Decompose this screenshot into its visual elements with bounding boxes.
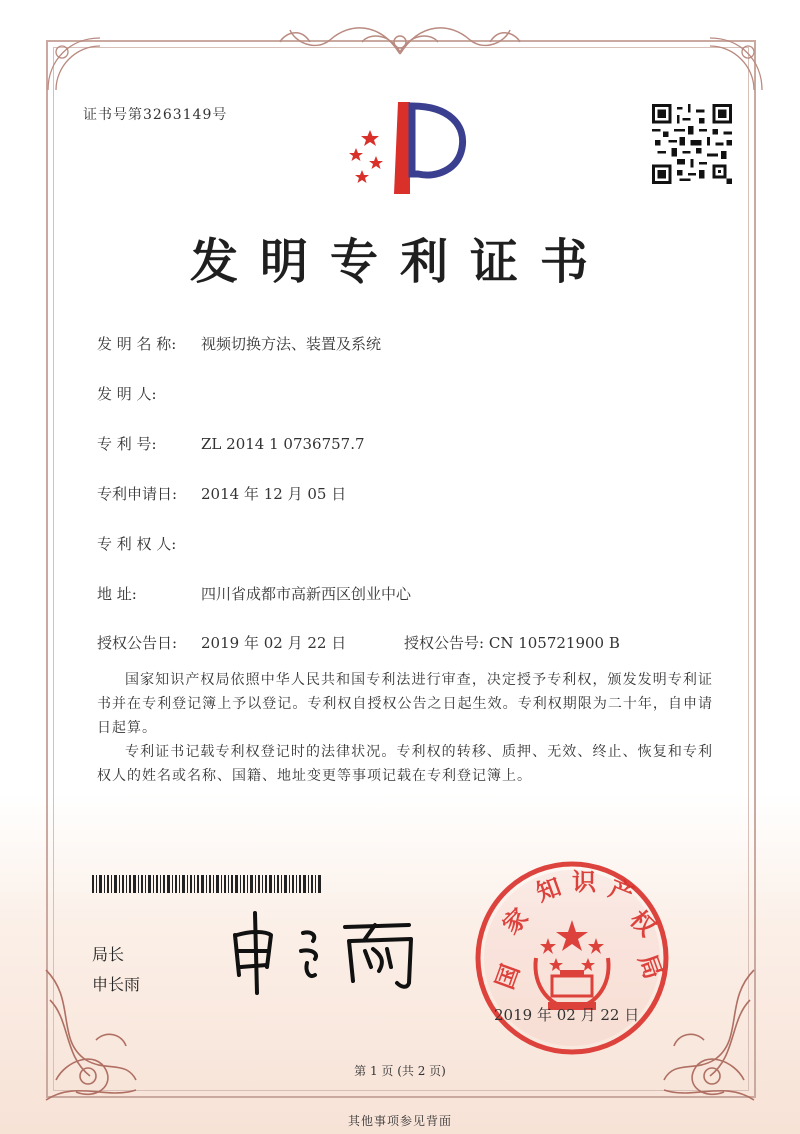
field-value: 2019 年 02 月 22 日 xyxy=(201,634,347,652)
field-value: 四川省成都市高新西区创业中心 xyxy=(201,585,412,603)
patent-number-row xyxy=(97,433,365,454)
inventor-row xyxy=(97,383,201,404)
field-label: 专利申请日: xyxy=(97,485,178,503)
field-label: 授权公告号: xyxy=(404,634,485,652)
svg-text:识: 识 xyxy=(572,868,596,896)
svg-text:局: 局 xyxy=(632,950,668,983)
qr-code-icon xyxy=(652,104,732,184)
certificate-number: 证书号第3263149号 xyxy=(83,107,228,123)
address-row xyxy=(97,583,411,604)
field-value: 2014 年 12 月 05 日 xyxy=(201,485,347,503)
field-label: 专 利 号: xyxy=(97,435,157,453)
field-value: CN 105721900 B xyxy=(488,634,620,652)
footer-note: 其他事项参见背面 xyxy=(347,1114,452,1128)
body-paragraph: 专利证书记载专利权登记时的法律状况。专利权的转移、质押、无效、终止、恢复和专利权人的姓名或名称、国籍、地址变更等事项记载在专利登记簿上。 xyxy=(97,744,713,784)
svg-text:家: 家 xyxy=(497,903,534,940)
svg-text:知: 知 xyxy=(532,872,565,908)
director-name: 申长雨 xyxy=(92,975,141,994)
patentee-row xyxy=(97,533,201,554)
director-title: 局长 xyxy=(92,945,125,964)
field-label: 专 利 权 人: xyxy=(97,535,177,553)
grant-date-row xyxy=(97,632,346,653)
handwritten-signature xyxy=(225,905,435,995)
patent-logo-icon xyxy=(340,98,470,198)
corner-ornament-icon xyxy=(700,30,770,100)
field-value: ZL 2014 1 0736757.7 xyxy=(201,435,365,453)
top-ornament-icon xyxy=(270,12,530,62)
page-number: 第 1 页 (共 2 页) xyxy=(354,1064,446,1078)
grant-number-row xyxy=(404,632,620,653)
svg-text:国: 国 xyxy=(490,960,526,993)
field-value: 视频切换方法、装置及系统 xyxy=(201,335,382,353)
field-label: 发 明 名 称: xyxy=(97,335,177,353)
certificate-title: 发明专利证书 xyxy=(189,234,610,290)
body-paragraph: 国家知识产权局依照中华人民共和国专利法进行审查，决定授予专利权，颁发发明专利证书并在专利登记簿上予以登记。专利权自授权公告之日起生效。专利权期限为二十年，自申请日起算。 xyxy=(97,672,713,736)
field-label: 发 明 人: xyxy=(97,385,157,403)
official-seal-stamp xyxy=(472,858,672,1058)
seal-date: 2019 年 02 月 22 日 xyxy=(494,1006,640,1024)
field-label: 授权公告日: xyxy=(97,634,178,652)
barcode-icon xyxy=(92,875,322,893)
svg-text:权: 权 xyxy=(624,905,661,942)
corner-ornament-icon xyxy=(40,30,110,100)
invention-name-row xyxy=(97,333,381,354)
svg-text:产: 产 xyxy=(604,874,638,910)
application-date-row xyxy=(97,483,346,504)
field-label: 地 址: xyxy=(97,585,137,603)
